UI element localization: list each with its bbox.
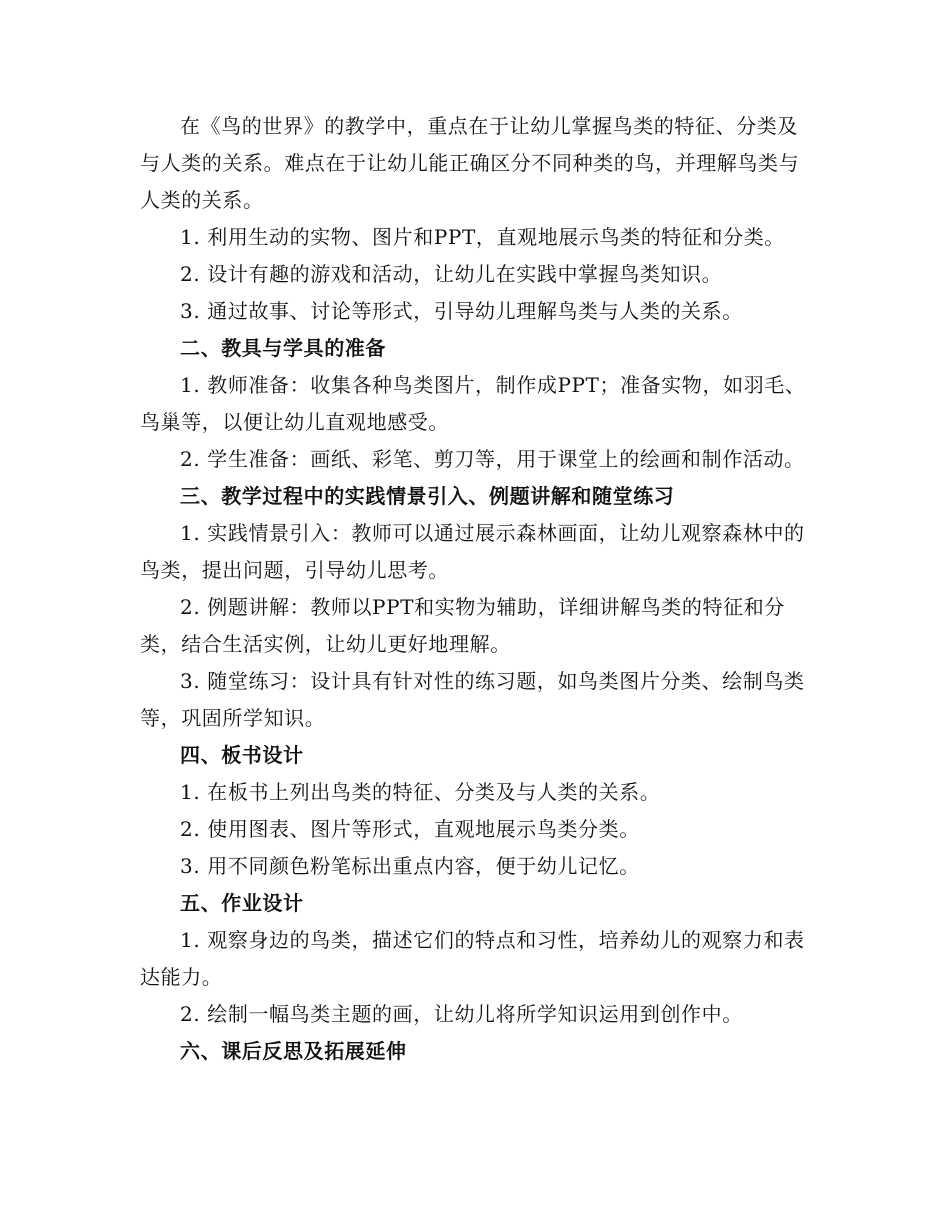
section-heading-board-design: 四、板书设计 — [180, 743, 304, 767]
list-item: 3. 通过故事、讨论等形式，引导幼儿理解鸟类与人类的关系。 — [180, 299, 743, 323]
section-heading-teaching-aids: 二、教具与学具的准备 — [180, 336, 386, 360]
list-item: 1. 实践情景引入：教师可以通过展示森林画面，让幼儿观察森林中的鸟类，提出问题，引导幼儿思考。 — [140, 521, 805, 582]
list-item: 1. 在板书上列出鸟类的特征、分类及与人类的关系。 — [180, 780, 661, 804]
intro-paragraph: 在《鸟的世界》的教学中，重点在于让幼儿掌握鸟类的特征、分类及与人类的关系。难点在于让幼儿能正确区分不同种类的鸟，并理解鸟类与人类的关系。 — [140, 114, 800, 212]
list-item: 3. 用不同颜色粉笔标出重点内容，便于幼儿记忆。 — [180, 854, 640, 878]
list-item: 2. 使用图表、图片等形式，直观地展示鸟类分类。 — [180, 817, 640, 841]
document-page — [140, 108, 815, 1070]
section-heading-teaching-process: 三、教学过程中的实践情景引入、例题讲解和随堂练习 — [180, 484, 675, 508]
section-heading-homework: 五、作业设计 — [180, 891, 304, 915]
list-item: 3. 随堂练习：设计具有针对性的练习题，如鸟类图片分类、绘制鸟类等，巩固所学知识。 — [140, 669, 805, 730]
list-item: 2. 绘制一幅鸟类主题的画，让幼儿将所学知识运用到创作中。 — [180, 1002, 743, 1026]
list-item: 2. 设计有趣的游戏和活动，让幼儿在实践中掌握鸟类知识。 — [180, 262, 723, 286]
list-item: 1. 教师准备：收集各种鸟类图片，制作成PPT；准备实物，如羽毛、鸟巢等，以便让幼儿直观地感受。 — [140, 373, 806, 434]
list-item: 1. 利用生动的实物、图片和PPT，直观地展示鸟类的特征和分类。 — [180, 225, 785, 249]
list-item: 1. 观察身边的鸟类，描述它们的特点和习性，培养幼儿的观察力和表达能力。 — [140, 928, 805, 989]
list-item: 2. 学生准备：画纸、彩笔、剪刀等，用于课堂上的绘画和制作活动。 — [180, 447, 805, 471]
section-heading-reflection: 六、课后反思及拓展延伸 — [180, 1039, 407, 1063]
list-item: 2. 例题讲解：教师以PPT和实物为辅助，详细讲解鸟类的特征和分类，结合生活实例，让幼儿更好地理解。 — [140, 595, 785, 656]
